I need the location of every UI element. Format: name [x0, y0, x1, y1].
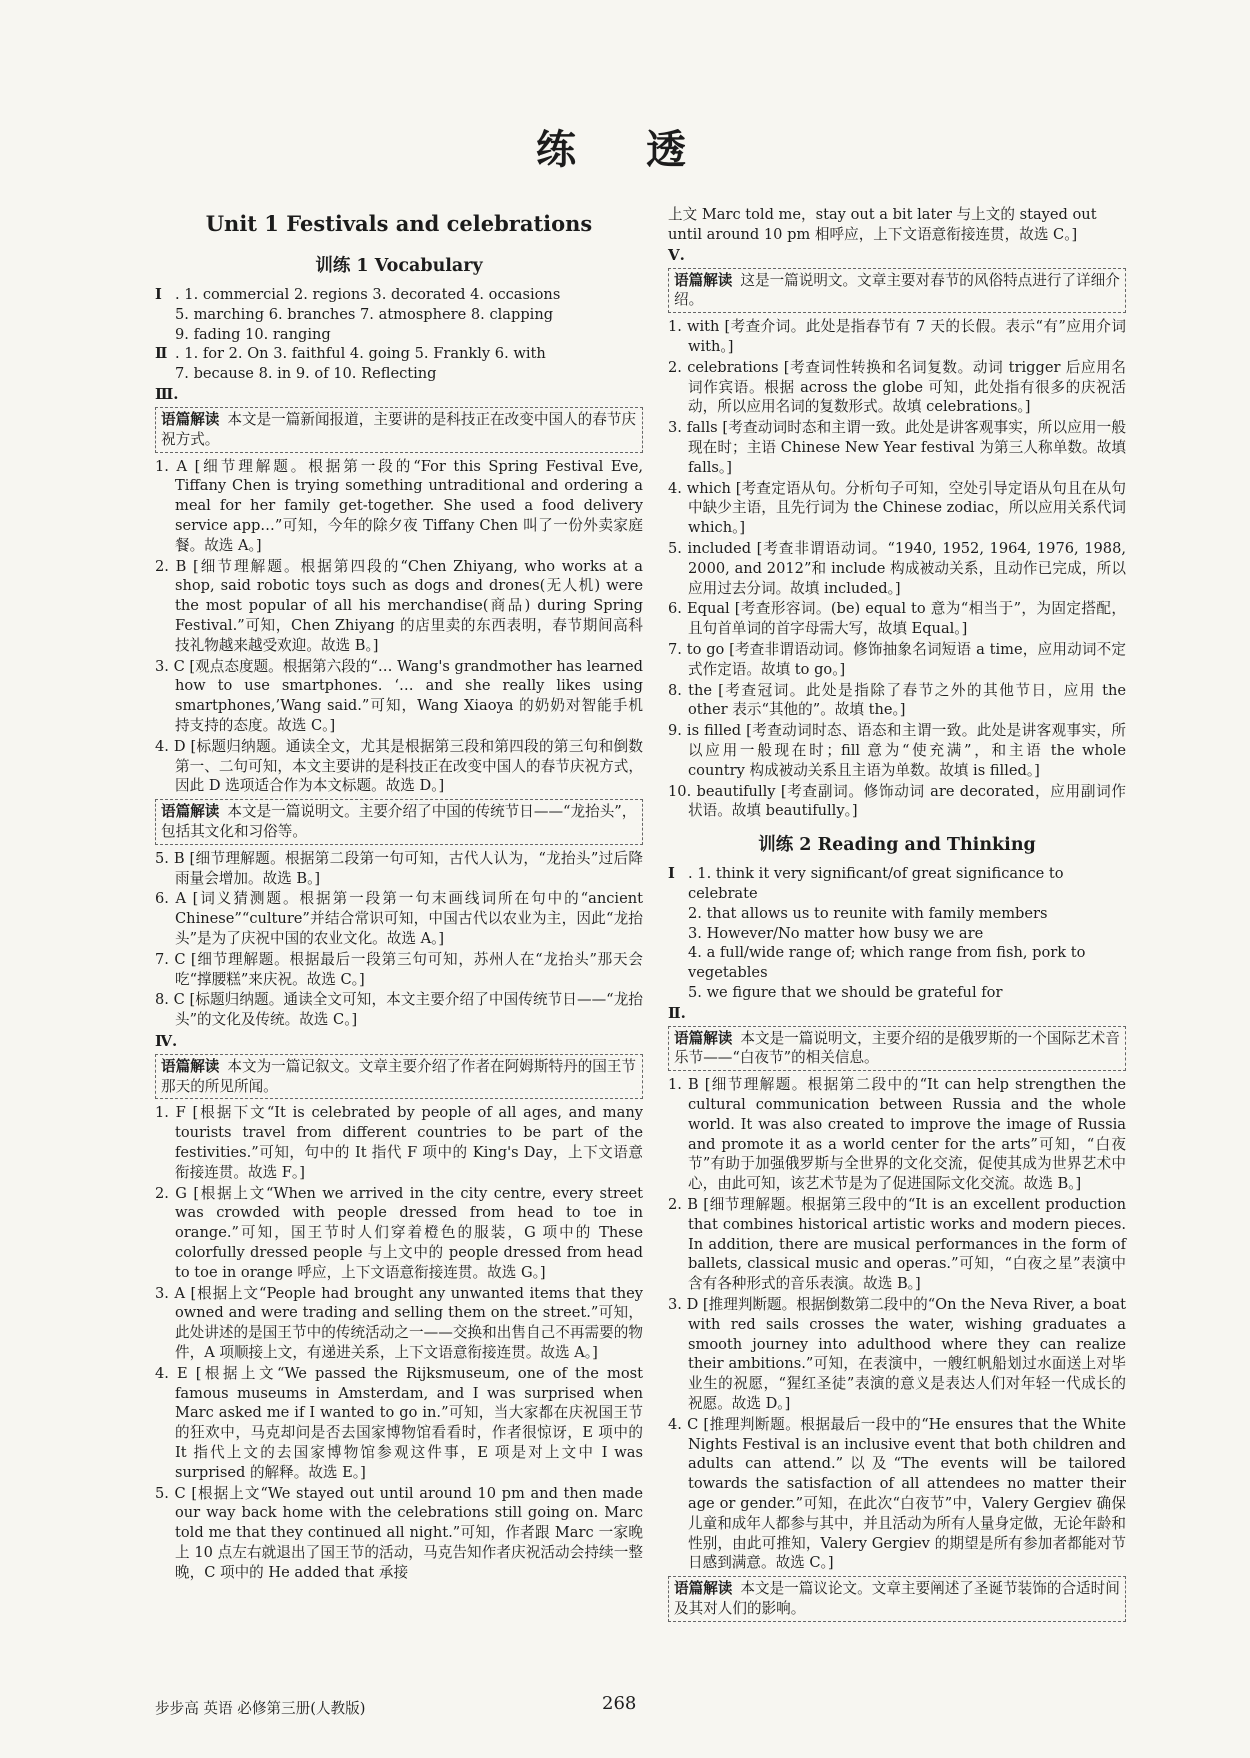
answer-item: 10. beautifully [考查副词。修饰动词 are decorated，应用副词作状语。故填 beautifully。] [668, 782, 1126, 820]
answer-item: 1. with [考查介词。此处是指春节有 7 天的长假。表示“有”应用介词 with。] [668, 318, 1126, 355]
answer-item: 1. A [细节理解题。根据第一段的“For this Spring Festival Eve, Tiffany Chen is trying something untraditional and ordering a meal for her family get-together. She used a food delivery service app…”可知，今年的除夕夜 Tiffany Chen 叫了一份外卖家庭餐。故选 A。] [155, 457, 643, 554]
page-number: 268 [602, 1693, 637, 1714]
right-column [668, 205, 1126, 1626]
section-title-vocabulary: 训练 1 Vocabulary [315, 256, 483, 276]
part2-line1: Ⅱ . 1. for 2. On 3. faithful 4. going 5. Frankly 6. with [155, 345, 546, 363]
reading-analysis-box: 语篇解读 本文是一篇说明文。主要介绍了中国的传统节日——“龙抬头”，包括其文化和习俗等。 [155, 799, 643, 845]
answer-item: 2. B [细节理解题。根据第三段中的“It is an excellent production that combines historical artistic works and modern pieces. In addition, there are musical performances in the form of ballets, classical music and operas.”可知，“白夜之星”表演中含有各种形式的音乐表演。故选 B。] [668, 1196, 1126, 1293]
answer-item: 4. E [根据上文“We passed the Rijksmuseum, one of the most famous museums in Amsterdam, and I was surprised when Marc asked me if I wanted to go in.”可知，当大家都在庆祝国王节的狂欢中，马克却问是否去国家博物馆看看时，作者很惊讶，E 项中的 It 指代上文的去国家博物馆参观这件事，E 项是对上文中 I was surprised 的解释。故选 E。] [155, 1364, 643, 1481]
answer-item: 6. Equal [考查形容词。(be) equal to 意为“相当于”，为固定搭配，且句首单词的首字母需大写，故填 Equal。] [668, 600, 1126, 638]
reading-analysis-box: 语篇解读 本文是一篇说明文，主要介绍的是俄罗斯的一个国际艺术音乐节——“白夜节”的相关信息。 [668, 1026, 1126, 1072]
part1-line1: Ⅰ . 1. commercial 2. regions 3. decorated 4. occasions [155, 286, 561, 303]
reading-analysis-box: 语篇解读 本文是一篇议论文。文章主要阐述了圣诞节装饰的合适时间及其对人们的影响。 [668, 1576, 1126, 1622]
answer-item: 4. which [考查定语从句。分析句子可知，空处引导定语从句且在从句中缺少主语，且先行词为 the Chinese zodiac，所以应用关系代词 which。] [668, 479, 1126, 537]
part6-line: 4. a full/wide range of; which range from fish, pork to vegetables [688, 944, 1086, 982]
part2-roman: Ⅱ [155, 345, 168, 363]
answer-item: 3. A [根据上文“People had brought any unwanted items that they owned and were trading and selling them on the street.”可知，此处讲述的是国王节中的传统活动之一——交换和出售自己不再需要的物件，A 项顺接上文，有递进关系，上下文语意衔接连贯。故选 A。] [155, 1284, 643, 1362]
footer-book-title: 步步高 英语 必修第三册(人教版) [155, 1700, 366, 1717]
answer-item: 8. the [考查冠词。此处是指除了春节之外的其他节日，应用 the other 表示“其他的”。故填 the。] [668, 681, 1126, 719]
part4-roman: Ⅳ. [155, 1031, 178, 1050]
reading-analysis-box: 语篇解读 这是一篇说明文。文章主要对春节的风俗特点进行了详细介绍。 [668, 268, 1126, 314]
part5-roman: Ⅴ. [668, 245, 685, 264]
answer-item: 5. C [根据上文“We stayed out until around 10 pm and then made our way back home with the celebrations still going on. Marc told me that they continued all night.”可知，作者跟 Marc 一家晚上 10 点左右就退出了国王节的活动，马克告知作者庆祝活动会持续一整晚，C 项中的 He added that 承接 [155, 1484, 643, 1581]
answer-item: 9. is filled [考查动词时态、语态和主谓一致。此处是讲客观事实，所以应用一般现在时；fill 意为“使充满”，和主语 the whole country 构成被动关系且主语为单数。故填 is filled。] [668, 722, 1126, 779]
page-title: 练 透 [536, 126, 714, 173]
answer-item: 2. celebrations [考查词性转换和名词复数。动词 trigger 后应用名词作宾语。根据 across the globe 可知，此处指有很多的庆祝活动，所以应用名词的复数形式。故填 celebrations。] [668, 358, 1126, 416]
answer-item: 2. G [根据上文“When we arrived in the city centre, every street was crowded with people dressed from head to toe in orange.”可知，国王节时人们穿着橙色的服装，G 项中的 These colorfully dressed people 与上文中的 people dressed from head to toe in orange 呼应，上下文语意衔接连贯。故选 G。] [155, 1184, 643, 1281]
part7-roman: Ⅱ. [668, 1003, 686, 1022]
answer-item: 5. included [考查非谓语动词。“1940, 1952, 1964, 1976, 1988, 2000, and 2012”和 include 构成被动关系，且动作已完成，所以应用过去分词。故填 included。] [668, 539, 1126, 597]
section-title-reading: 训练 2 Reading and Thinking [758, 835, 1036, 856]
reading-analysis-box: 语篇解读 本文为一篇记叙文。文章主要介绍了作者在阿姆斯特丹的国王节那天的所见所闻。 [155, 1054, 643, 1100]
answer-item: 6. A [词义猜测题。根据第一段第一句末画线词所在句中的“ancient Chinese”“culture”并结合常识可知，中国古代以农业为主，因此“龙抬头”是为了庆祝中国的农业文化。故选 A。] [155, 890, 643, 947]
answer-item: 4. C [推理判断题。根据最后一段中的“He ensures that the White Nights Festival is an inclusive event that both children and adults can attend.”以及“The events will be tailored towards the satisfaction of all attendees no matter their age or gender.”可知，在此次“白夜节”中，Valery Gergiev 确保儿童和成年人都参与其中，并且活动为所有人量身定做，无论年龄和性别，由此可推知，Valery Gergiev 的期望是所有参加者都能对节日感到满意。故选 C。] [668, 1415, 1126, 1572]
answer-item: 3. falls [考查动词时态和主谓一致。此处是讲客观事实，所以应用一般现在时；主语 Chinese New Year festival 为第三人称单数。故填 falls。] [668, 419, 1126, 476]
continuation-text: 上文 Marc told me，stay out a bit later 与上文的 stayed out until around 10 pm 相呼应，上下文语意衔接连贯，故选 C。] [668, 206, 1097, 243]
answer-item: 7. to go [考查非谓语动词。修饰抽象名词短语 a time，应用动词不定式作定语。故填 to go。] [668, 640, 1126, 678]
answer-item: 3. D [推理判断题。根据倒数第二段中的“On the Neva River, a boat with red sails crosses the water, wishing graduates a smooth journey into adulthood where they can realize their ambitions.”可知，在表演中，一艘红帆船划过水面送上对毕业生的祝愿，“猩红圣徒”表演的意义是表达人们对年轻一代成长的祝愿。故选 D。] [668, 1296, 1126, 1413]
left-column [155, 205, 643, 1584]
part6-line: 3. However/No matter how busy we are [688, 924, 984, 942]
part6-roman: Ⅰ [668, 865, 675, 883]
answer-item: 1. B [细节理解题。根据第二段中的“It can help strengthen the cultural communication between Russia and the whole world. It was also created to improve the image of Russia and promote it as a world center for the arts”可知，“白夜节”有助于加强俄罗斯与全世界的文化交流，促使其成为世界艺术中心，由此可知，该艺术节是为了促进国际文化交流。故选 B。] [668, 1076, 1126, 1193]
answer-item: 4. D [标题归纳题。通读全文，尤其是根据第三段和第四段的第三句和倒数第一、二句可知，本文主要讲的是科技正在改变中国人的春节庆祝方式，因此 D 选项适合作为本文标题。故选 D。] [155, 737, 643, 795]
part1-roman: Ⅰ [155, 286, 162, 303]
part6-line: 2. that allows us to reunite with family members [688, 904, 1048, 922]
answer-item: 3. C [观点态度题。根据第六段的“… Wang's grandmother has learned how to use smartphones. ‘… and she really likes using smartphones,’Wang said.”可知，Wang Xiaoya 的奶奶对智能手机持支持的态度。故选 C。] [155, 657, 643, 734]
reading-analysis-box: 语篇解读 本文是一篇新闻报道，主要讲的是科技正在改变中国人的春节庆祝方式。 [155, 407, 643, 453]
unit-title: Unit 1 Festivals and celebrations [205, 211, 593, 236]
answer-item: 5. B [细节理解题。根据第二段第一句可知，古代人认为，“龙抬头”过后降雨量会增加。故选 B。] [155, 849, 643, 887]
part6-line: 5. we figure that we should be grateful for [688, 983, 1003, 1001]
answer-item: 8. C [标题归纳题。通读全文可知，本文主要介绍了中国传统节日——“龙抬头”的文化及传统。故选 C。] [155, 991, 643, 1029]
part1-line3: 9. fading 10. ranging [175, 325, 331, 343]
answer-item: 1. F [根据下文“It is celebrated by people of all ages, and many tourists travel from different countries to be part of the festivities.”可知，句中的 It 指代 F 项中的 King's Day，上下文语意衔接连贯。故选 F。] [155, 1104, 643, 1181]
part1-line2: 5. marching 6. branches 7. atmosphere 8. clapping [175, 305, 554, 323]
part3-roman: Ⅲ. [155, 384, 179, 403]
answer-item: 2. B [细节理解题。根据第四段的“Chen Zhiyang, who works at a shop, said robotic toys such as dogs and drones(无人机) were the most popular of all his merchandise(商品) during Spring Festival.”可知，Chen Zhiyang 的店里卖的东西表明，春节期间高科技礼物越来越受欢迎。故选 B。] [155, 557, 643, 654]
part6-line1: Ⅰ . 1. think it very significant/of great significance to celebrate [668, 865, 1064, 902]
answer-item: 7. C [细节理解题。根据最后一段第三句可知，苏州人在“龙抬头”那天会吃“撑腰糕”来庆祝。故选 C。] [155, 950, 643, 988]
part2-line2: 7. because 8. in 9. of 10. Reflecting [175, 365, 437, 383]
